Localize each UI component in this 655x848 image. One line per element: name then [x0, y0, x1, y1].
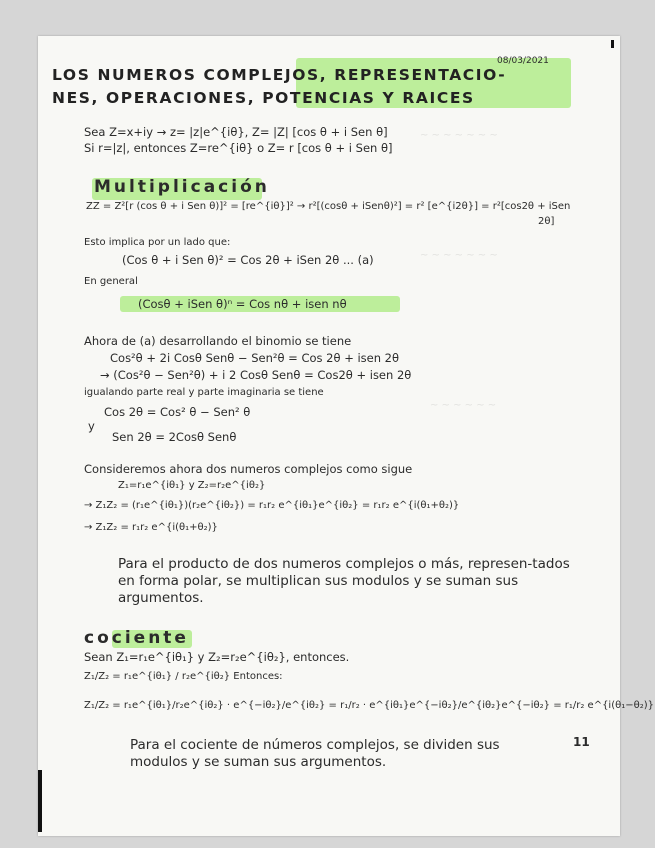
z1-z2-definition: Z₁=r₁e^{iθ₁} y Z₂=r₂e^{iθ₂} — [118, 480, 266, 491]
multiplication-heading: Multiplicación — [94, 177, 270, 197]
page-title-line-1: LOS NUMEROS COMPLEJOS, REPRESENTACIO- — [52, 66, 507, 84]
zz-equation-line-2: 2θ] — [538, 216, 555, 227]
bleed-through-text: ~ ~ ~ ~ ~ ~ — [430, 400, 497, 411]
page-number: 11 — [573, 735, 590, 749]
intro-line-2: Si r=|z|, entonces Z=re^{iθ} o Z= r [cos θ + i Sen θ] — [84, 141, 393, 155]
page-binding-edge — [38, 770, 42, 832]
zz-equation-line-1: ZZ = Z²[r (cos θ + i Sen θ)]² = [re^{iθ}]² → r²[(cosθ + iSenθ)²] = r² [e^{i2θ}] = r²[cos2θ + iSen — [86, 201, 571, 212]
quotient-rule-paragraph: Para el cociente de números complejos, se dividen sus modulos y se suman sus argumentos. — [130, 737, 500, 770]
bleed-through-text: ~ ~ ~ ~ ~ ~ ~ — [420, 130, 498, 141]
quotient-line-2: Z₁/Z₂ = r₁e^{iθ₁}/r₂e^{iθ₂} · e^{−iθ₂}/e^{iθ₂} = r₁/r₂ · e^{iθ₁}e^{−iθ₂}/e^{iθ₂}e^{−iθ₂} = r₁/r₂ e^{i(θ₁−θ₂)} — [84, 700, 655, 711]
product-rule-paragraph: Para el producto de dos numeros complejos o más, represen-tados en forma polar, se multiplican sus modulos y se suman sus argumentos. — [118, 556, 570, 606]
equating-text: igualando parte real y parte imaginaria se tiene — [84, 387, 324, 398]
equation-a: (Cos θ + i Sen θ)² = Cos 2θ + iSen 2θ ... (a) — [122, 253, 374, 267]
product-line-1: → Z₁Z₂ = (r₁e^{iθ₁})(r₂e^{iθ₂}) = r₁r₂ e^{iθ₁}e^{iθ₂} = r₁r₂ e^{i(θ₁+θ₂)} — [84, 500, 460, 511]
quotient-heading: cociente — [84, 628, 189, 648]
y-connector: y — [88, 419, 95, 433]
date-label: 08/03/2021 — [497, 56, 549, 66]
consider-text: Consideremos ahora dos numeros complejos como sigue — [84, 462, 413, 476]
quotient-line-1: Z₁/Z₂ = r₁e^{iθ₁} / r₂e^{iθ₂} Entonces: — [84, 671, 283, 682]
implies-text: Esto implica por un lado que: — [84, 237, 231, 248]
binomial-line-2: → (Cos²θ − Sen²θ) + i 2 Cosθ Senθ = Cos2θ + isen 2θ — [100, 368, 412, 382]
binomial-line-1: Cos²θ + 2i Cosθ Senθ − Sen²θ = Cos 2θ + isen 2θ — [110, 351, 400, 365]
en-general-text: En general — [84, 276, 138, 287]
intro-line-1: Sea Z=x+iy → z= |z|e^{iθ}, Z= |Z| [cos θ + i Sen θ] — [84, 125, 388, 139]
corner-mark — [611, 40, 614, 48]
sin-double-angle: Sen 2θ = 2Cosθ Senθ — [112, 430, 237, 444]
binomial-intro: Ahora de (a) desarrollando el binomio se tiene — [84, 334, 352, 348]
de-moivre-formula: (Cosθ + iSen θ)ⁿ = Cos nθ + isen nθ — [138, 297, 347, 311]
page-title-line-2: NES, OPERACIONES, POTENCIAS Y RAICES — [52, 89, 475, 107]
product-line-2: → Z₁Z₂ = r₁r₂ e^{i(θ₁+θ₂)} — [84, 522, 218, 533]
cos-double-angle: Cos 2θ = Cos² θ − Sen² θ — [104, 405, 251, 419]
bleed-through-text: ~ ~ ~ ~ ~ ~ ~ — [420, 250, 498, 261]
quotient-definition: Sean Z₁=r₁e^{iθ₁} y Z₂=r₂e^{iθ₂}, entonces. — [84, 650, 350, 664]
